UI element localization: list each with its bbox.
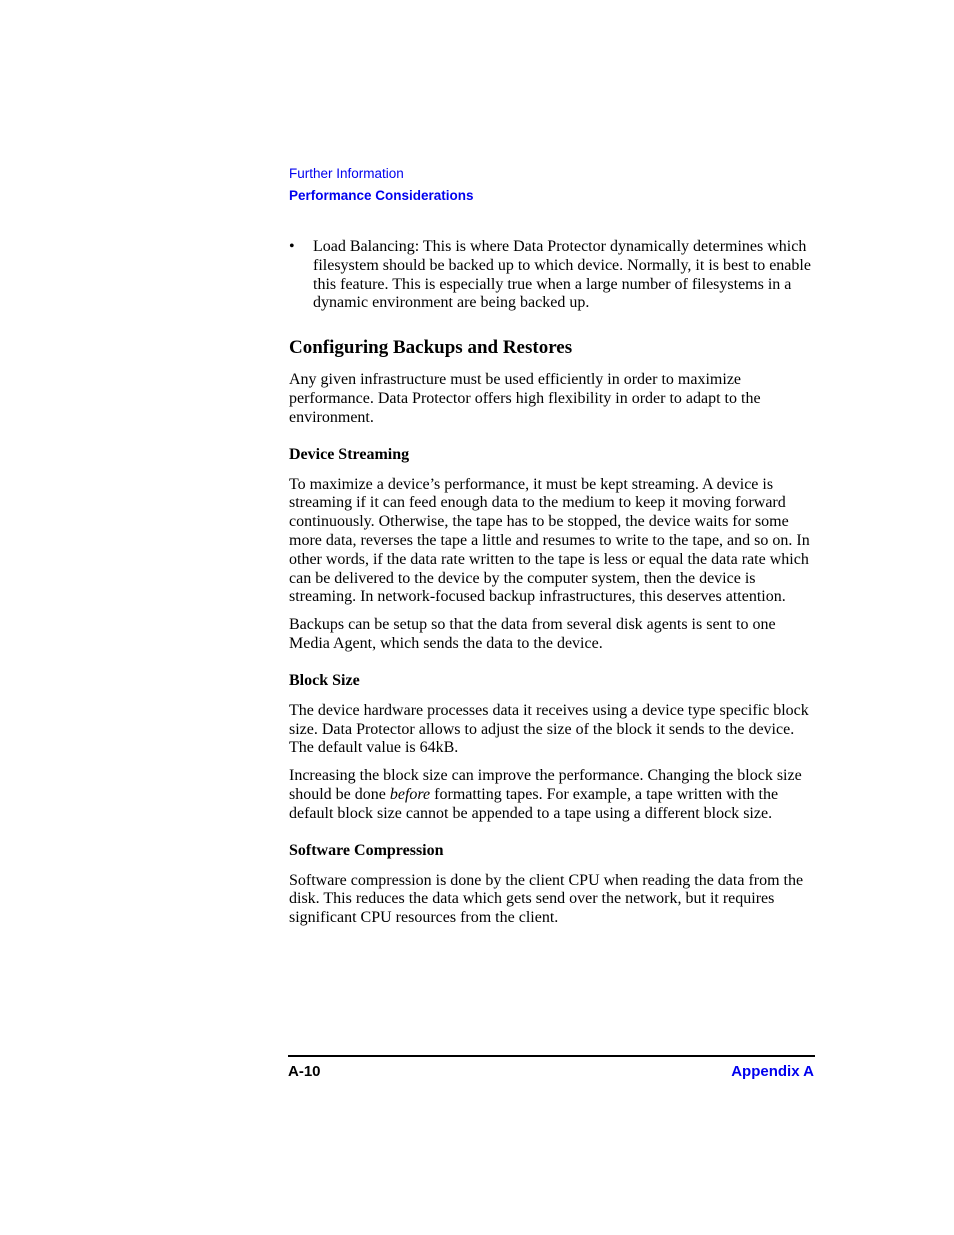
running-header-chapter[interactable]: Further Information	[289, 166, 404, 181]
paragraph-block-size-1: The device hardware processes data it receives using a device type specific block size. Data Protector allows to adjust the size of the block it sends to the device. The default value is 64kB.	[289, 701, 809, 757]
paragraph-software-compression: Software compression is done by the client CPU when reading the data from the disk. This reduces the data which gets send over the network, but it requires significant CPU resources from the client.	[289, 871, 804, 927]
paragraph-text: formatting tapes. For example, a tape written with the default block size cannot be appended to a tape using a different block size.	[289, 785, 779, 822]
paragraph-text: Increasing the block size can improve the performance. Changing the block size should be done	[289, 767, 802, 803]
footer-chapter-link[interactable]: Appendix A	[731, 1063, 814, 1080]
subheading-device-streaming: Device Streaming	[289, 445, 410, 463]
section-heading-configuring: Configuring Backups and Restores	[289, 337, 573, 359]
page-content	[289, 238, 819, 928]
bullet-icon: •	[289, 238, 295, 255]
footer-divider	[288, 1055, 815, 1057]
running-header-section[interactable]: Performance Considerations	[289, 188, 474, 203]
subheading-block-size: Block Size	[289, 671, 360, 689]
list-item-load-balancing	[289, 238, 819, 313]
page-number: A-10	[288, 1063, 321, 1080]
paragraph-device-streaming-1: To maximize a device’s performance, it must be kept streaming. A device is streaming if it can feed enough data to the medium to keep it moving forward continuously. Otherwise, the tape has to be stopped, the device waits for some more data, reverses the tape a little and resumes to write to the tape, and so on. In other words, if the data rate written to the tape is less or equal the data rate which can be delivered to the device by the computer system, then the device is streaming. In network-focused backup infrastructures, this deserves attention.	[289, 475, 810, 606]
emphasis-text: before	[389, 785, 431, 803]
paragraph-block-size-2	[289, 767, 819, 823]
subheading-software-compression: Software Compression	[289, 841, 444, 859]
paragraph-device-streaming-2: Backups can be setup so that the data from several disk agents is sent to one Media Agent, which sends the data to the device.	[289, 616, 776, 652]
list-item-text: Load Balancing: This is where Data Protector dynamically determines which filesystem should be backed up to which device. Normally, it is best to enable this feature. This is especially true when a large number of filesystems in a dynamic environment are being backed up.	[313, 238, 811, 312]
paragraph-configuring-intro: Any given infrastructure must be used efficiently in order to maximize performance. Data Protector offers high flexibility in order to adapt to the environment.	[289, 371, 761, 426]
